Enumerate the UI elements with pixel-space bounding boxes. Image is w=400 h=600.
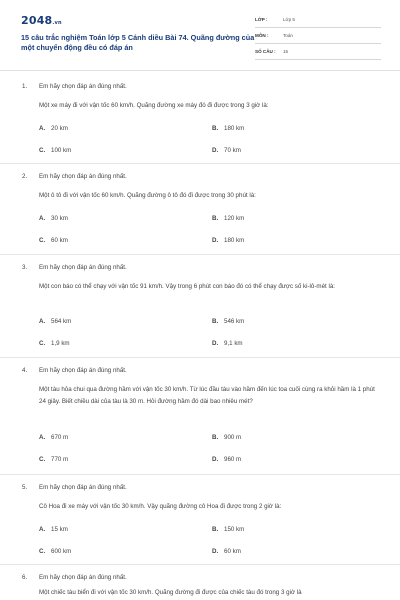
option-text: 180 km (224, 125, 245, 132)
site-logo[interactable] (21, 14, 62, 27)
option-d[interactable] (212, 548, 241, 555)
option-text: 60 km (224, 548, 241, 555)
option-letter: C. (39, 237, 46, 244)
question-prompt: Em hãy chọn đáp án đúng nhất. (39, 367, 127, 374)
option-letter: B. (212, 434, 219, 441)
document-header (0, 0, 400, 70)
option-text: 120 km (224, 215, 245, 222)
option-text: 1,9 km (51, 340, 70, 347)
option-d[interactable] (212, 237, 244, 244)
option-b[interactable] (212, 125, 244, 132)
option-b[interactable] (212, 318, 244, 325)
question-separator (0, 564, 400, 565)
option-text: 180 km (224, 237, 245, 244)
question-prompt: Em hãy chọn đáp án đúng nhất. (39, 173, 127, 180)
option-letter: C. (39, 147, 46, 154)
option-d[interactable] (212, 147, 241, 154)
option-d[interactable] (212, 340, 243, 347)
meta-row-count (255, 46, 381, 60)
option-text: 60 km (51, 237, 68, 244)
option-letter: B. (212, 125, 219, 132)
option-text: 960 m (224, 456, 242, 463)
option-letter: A. (39, 215, 46, 222)
option-letter: C. (39, 456, 46, 463)
option-b[interactable] (212, 215, 244, 222)
question-separator (0, 357, 400, 358)
meta-value: Lớp 5 (283, 17, 295, 22)
option-text: 70 km (224, 147, 241, 154)
option-c[interactable] (39, 147, 71, 154)
question-body: Một ô tô đi với vận tốc 60 km/h. Quãng đường ô tô đó đi được trong 30 phút là: (39, 192, 256, 199)
option-text: 30 km (51, 215, 68, 222)
option-text: 20 km (51, 125, 68, 132)
option-a[interactable] (39, 125, 68, 132)
option-letter: A. (39, 318, 46, 325)
option-c[interactable] (39, 456, 68, 463)
logo-main: 2048 (21, 14, 53, 27)
option-letter: A. (39, 434, 46, 441)
question-body: Một con báo có thể chạy với vận tốc 91 km/h. Vậy trong 6 phút con báo đó có thể chạy được số ki-lô-mét là: (39, 283, 336, 290)
option-b[interactable] (212, 526, 244, 533)
option-a[interactable] (39, 434, 68, 441)
question-separator (0, 163, 400, 164)
option-letter: A. (39, 526, 46, 533)
option-letter: A. (39, 125, 46, 132)
option-a[interactable] (39, 526, 68, 533)
meta-row-subject (255, 30, 381, 44)
option-c[interactable] (39, 548, 71, 555)
meta-label: MÔN : (255, 33, 269, 38)
option-letter: B. (212, 526, 219, 533)
option-text: 15 km (51, 526, 68, 533)
meta-label: LỚP : (255, 17, 268, 22)
header-divider (0, 70, 400, 71)
question-number: 2. (22, 173, 28, 180)
option-letter: D. (212, 548, 219, 555)
option-letter: D. (212, 237, 219, 244)
question-prompt: Em hãy chọn đáp án đúng nhất. (39, 484, 127, 491)
option-text: 564 km (51, 318, 72, 325)
option-letter: D. (212, 456, 219, 463)
option-text: 900 m (224, 434, 242, 441)
option-text: 9,1 km (224, 340, 243, 347)
option-text: 546 km (224, 318, 245, 325)
option-b[interactable] (212, 434, 241, 441)
option-letter: C. (39, 340, 46, 347)
option-text: 770 m (51, 456, 69, 463)
question-number: 1. (22, 83, 28, 90)
option-text: 150 km (224, 526, 245, 533)
logo-sub: .vn (52, 20, 62, 26)
question-prompt: Em hãy chọn đáp án đúng nhất. (39, 264, 127, 271)
option-a[interactable] (39, 215, 68, 222)
option-text: 600 km (51, 548, 72, 555)
question-body: Một tàu hỏa chui qua đường hầm với vận tốc 30 km/h. Từ lúc đầu tàu vào hầm đến lúc toa cuối cùng ra khỏi hầm là 1 phút 24 giây. Biết chiều dài của tàu là 30 m. Hỏi đường hầm đó dài bao nhiêu mét? (39, 386, 375, 405)
question-number: 3. (22, 264, 28, 271)
option-letter: C. (39, 548, 46, 555)
option-text: 670 m (51, 434, 69, 441)
question-body: Cô Hoa đi xe máy với vận tốc 30 km/h. Vậy quãng đường cô Hoa đi được trong 2 giờ là: (39, 503, 282, 510)
option-letter: B. (212, 215, 219, 222)
question-number: 6. (22, 574, 28, 581)
question-prompt: Em hãy chọn đáp án đúng nhất. (39, 574, 127, 581)
option-text: 100 km (51, 147, 72, 154)
option-c[interactable] (39, 237, 68, 244)
question-separator (0, 474, 400, 475)
document-meta (255, 14, 381, 62)
meta-value: Toán (283, 33, 293, 38)
question-separator (0, 254, 400, 255)
option-a[interactable] (39, 318, 71, 325)
option-letter: B. (212, 318, 219, 325)
option-letter: D. (212, 147, 219, 154)
option-d[interactable] (212, 456, 241, 463)
question-body: Một xe máy đi với vận tốc 60 km/h. Quãng đường xe máy đó đi được trong 3 giờ là: (39, 102, 269, 109)
meta-row-grade (255, 14, 381, 28)
meta-label: SỐ CÂU : (255, 49, 276, 54)
meta-value: 15 (283, 49, 289, 54)
option-letter: D. (212, 340, 219, 347)
question-prompt: Em hãy chọn đáp án đúng nhất. (39, 83, 127, 90)
question-number: 5. (22, 484, 28, 491)
document-title: 15 câu trắc nghiệm Toán lớp 5 Cánh diều Bài 74. Quãng đường của một chuyển động đều có đáp án (21, 33, 255, 52)
question-body: Một chiếc tàu biển đi với vận tốc 30 km/h. Quãng đường đi được của chiếc tàu đó trong 3 giờ là (39, 589, 302, 596)
option-c[interactable] (39, 340, 70, 347)
question-number: 4. (22, 367, 28, 374)
